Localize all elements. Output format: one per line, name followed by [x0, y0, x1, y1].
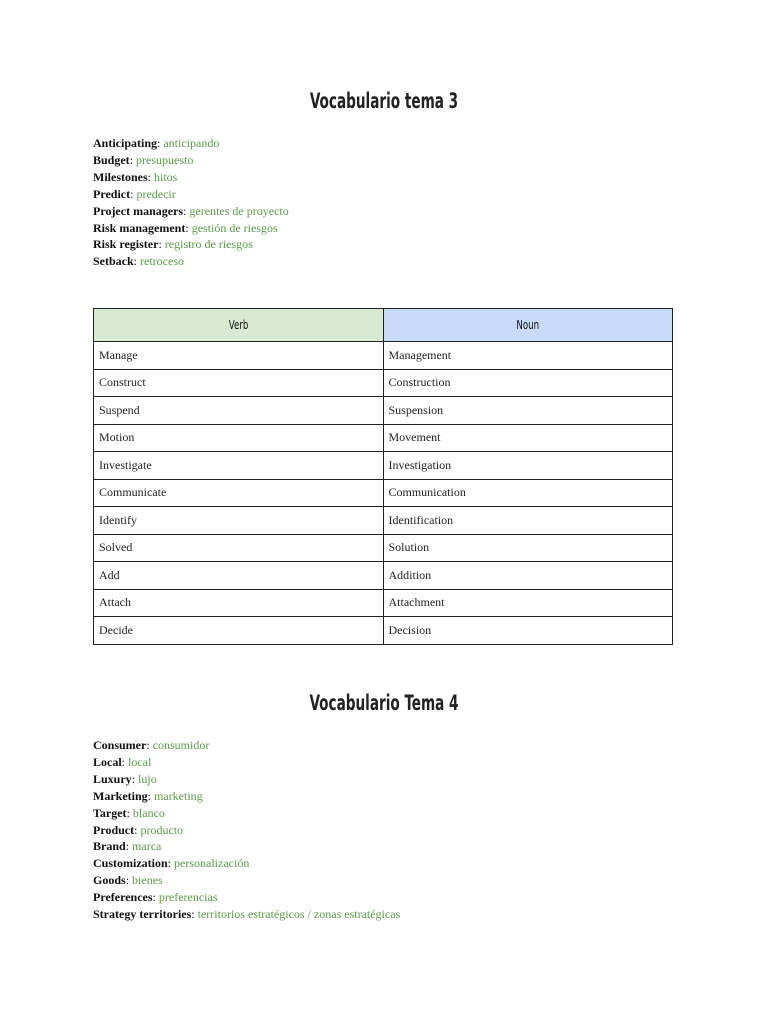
separator: :	[133, 254, 141, 269]
english-term: Marketing	[93, 788, 148, 803]
noun-cell: Identification	[383, 507, 673, 535]
noun-cell: Communication	[383, 479, 673, 507]
table-row	[94, 617, 673, 645]
english-term: Anticipating	[93, 136, 158, 150]
spanish-translation: marketing	[154, 788, 203, 803]
vocabulary-item	[93, 838, 400, 855]
verb-cell: Decide	[94, 617, 384, 645]
spanish-translation: predecir	[136, 186, 176, 201]
vocabulary-item	[93, 889, 400, 906]
noun-cell: Investigation	[383, 452, 673, 480]
separator: :	[185, 220, 192, 235]
vocabulary-item	[93, 788, 400, 805]
spanish-translation: lujo	[138, 771, 157, 786]
verb-cell: Manage	[94, 342, 384, 370]
separator: :	[131, 771, 139, 786]
english-term: Budget	[93, 152, 130, 167]
spanish-translation: retroceso	[140, 254, 184, 269]
table-row	[94, 342, 673, 370]
separator: :	[129, 152, 137, 167]
english-term: Predict	[93, 186, 131, 201]
vocabulary-item	[93, 872, 400, 889]
verb-cell: Solved	[94, 534, 384, 562]
verb-cell: Communicate	[94, 479, 384, 507]
separator: :	[126, 805, 133, 820]
vocabulary-item	[93, 220, 289, 237]
table-row	[94, 369, 673, 397]
section-title-tema-3: Vocabulario tema 3	[309, 89, 459, 113]
vocabulary-item	[93, 186, 289, 203]
english-term: Local	[93, 754, 122, 769]
separator: :	[121, 754, 129, 769]
spanish-translation: blanco	[132, 805, 165, 820]
vocabulary-item	[93, 737, 400, 754]
spanish-translation: hitos	[154, 169, 178, 184]
vocabulary-item	[93, 822, 400, 839]
vocabulary-item	[93, 754, 400, 771]
english-term: Strategy territories	[93, 907, 192, 922]
table-header-row	[94, 309, 673, 342]
vocabulary-item	[93, 236, 289, 253]
noun-column-header: Noun	[383, 309, 673, 342]
spanish-translation: bienes	[132, 873, 163, 888]
spanish-translation: presupuesto	[136, 152, 194, 167]
verb-cell: Add	[94, 562, 384, 590]
table-row	[94, 589, 673, 617]
table-row	[94, 397, 673, 425]
english-term: Target	[93, 805, 127, 820]
verb-cell: Suspend	[94, 397, 384, 425]
english-term: Brand	[93, 839, 126, 854]
separator: :	[191, 907, 198, 922]
separator: :	[147, 169, 154, 184]
english-term: Product	[93, 822, 135, 837]
spanish-translation: gerentes de proyecto	[189, 203, 289, 218]
spanish-translation: producto	[140, 822, 184, 837]
spanish-translation: gestión de riesgos	[191, 220, 278, 235]
english-term: Consumer	[93, 738, 147, 752]
english-term: Risk register	[93, 237, 159, 252]
noun-cell: Suspension	[383, 397, 673, 425]
english-term: Luxury	[93, 771, 132, 786]
table-row	[94, 562, 673, 590]
noun-cell: Addition	[383, 562, 673, 590]
vocabulary-item	[93, 771, 400, 788]
separator: :	[158, 237, 165, 252]
english-term: Preferences	[93, 890, 153, 905]
vocabulary-item	[93, 169, 289, 186]
verb-cell: Construct	[94, 369, 384, 397]
separator: :	[130, 186, 137, 201]
spanish-translation: preferencias	[158, 890, 218, 905]
verb-column-header: Verb	[94, 309, 384, 342]
section-title-tema-4: Vocabulario Tema 4	[309, 691, 459, 715]
separator: :	[183, 203, 190, 218]
english-term: Project managers	[93, 203, 184, 218]
verb-cell: Investigate	[94, 452, 384, 480]
noun-cell: Solution	[383, 534, 673, 562]
separator: :	[147, 788, 154, 803]
spanish-translation: marca	[132, 839, 162, 854]
vocabulary-item	[93, 253, 289, 270]
noun-cell: Construction	[383, 369, 673, 397]
english-term: Risk management	[93, 220, 186, 235]
separator: :	[125, 873, 133, 888]
spanish-translation: personalización	[174, 856, 250, 871]
spanish-translation: local	[128, 754, 152, 769]
noun-cell: Management	[383, 342, 673, 370]
verb-cell: Attach	[94, 589, 384, 617]
table-row	[94, 534, 673, 562]
verb-cell: Motion	[94, 424, 384, 452]
separator: :	[125, 839, 133, 854]
separator: :	[134, 822, 141, 837]
vocabulary-item	[93, 203, 289, 220]
noun-cell: Movement	[383, 424, 673, 452]
vocabulary-item	[93, 906, 400, 923]
english-term: Setback	[93, 254, 134, 269]
vocabulary-list-tema-4	[93, 737, 400, 923]
spanish-translation: territorios estratégicos / zonas estratégicas	[197, 907, 401, 922]
vocabulary-item	[93, 135, 289, 152]
english-term: Customization	[93, 856, 168, 871]
separator: :	[167, 856, 175, 871]
table-row	[94, 452, 673, 480]
table-row	[94, 424, 673, 452]
verb-cell: Identify	[94, 507, 384, 535]
vocabulary-item	[93, 855, 400, 872]
vocabulary-list-tema-3	[93, 135, 289, 270]
noun-cell: Attachment	[383, 589, 673, 617]
separator: :	[157, 136, 164, 150]
spanish-translation: anticipando	[163, 136, 220, 150]
table-row	[94, 507, 673, 535]
separator: :	[146, 738, 153, 752]
spanish-translation: consumidor	[152, 738, 210, 752]
verb-noun-table	[93, 308, 673, 645]
separator: :	[152, 890, 159, 905]
vocabulary-item	[93, 152, 289, 169]
spanish-translation: registro de riesgos	[164, 237, 253, 252]
table-row	[94, 479, 673, 507]
noun-cell: Decision	[383, 617, 673, 645]
english-term: Milestones	[93, 169, 148, 184]
english-term: Goods	[93, 873, 126, 888]
vocabulary-item	[93, 805, 400, 822]
